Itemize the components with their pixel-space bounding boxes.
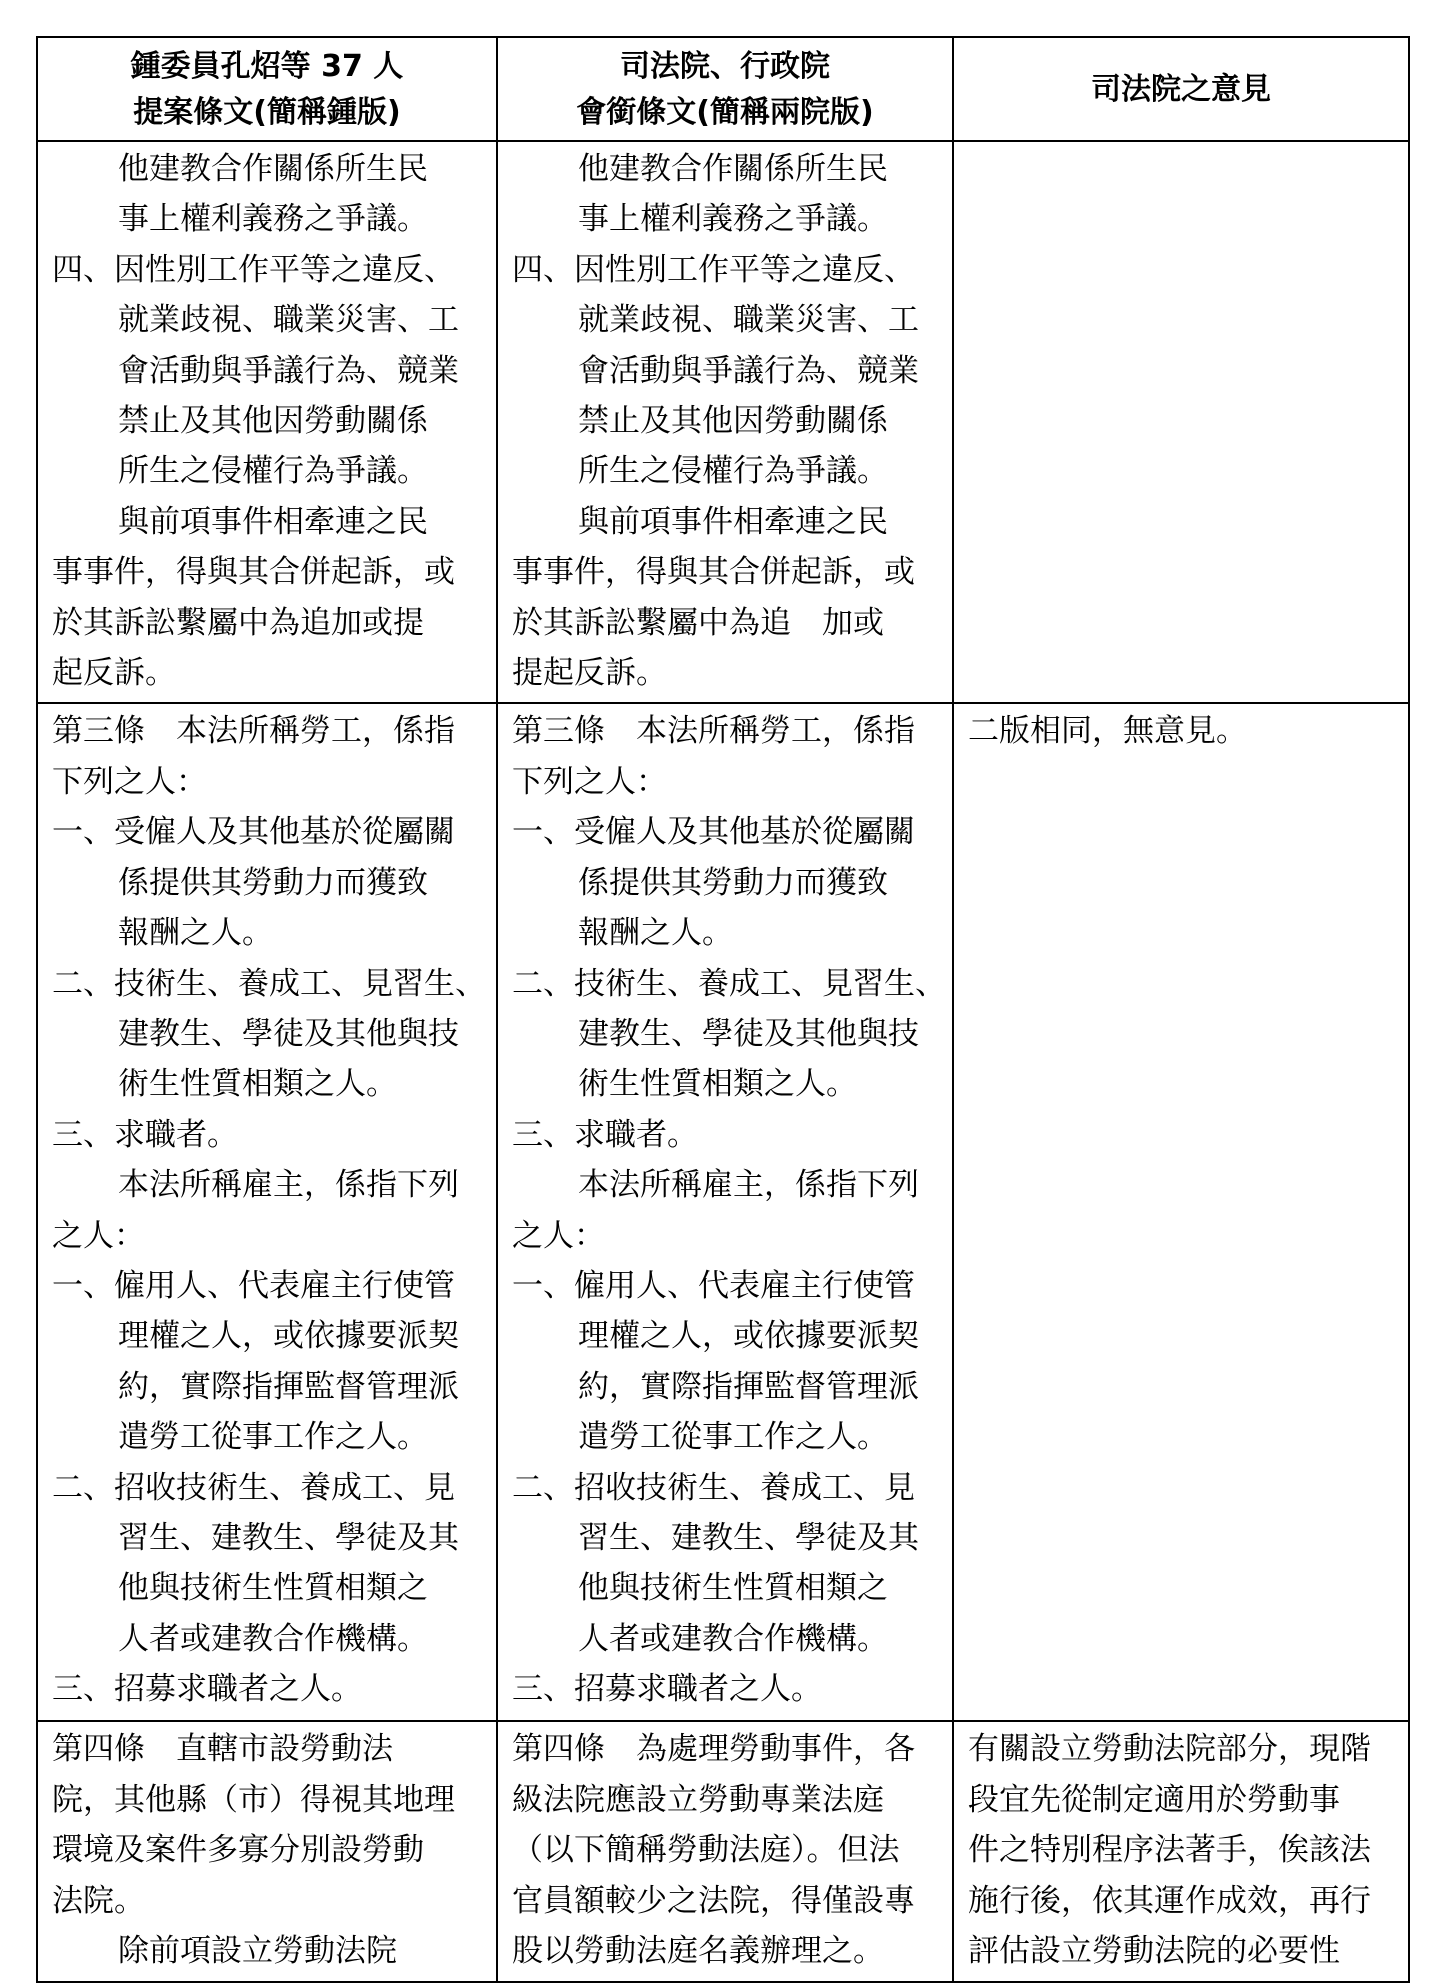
text-line: 習生、建教生、學徒及其 bbox=[578, 1519, 919, 1556]
text-line: 於其訴訟繫屬中為追 加或 bbox=[512, 604, 884, 641]
text-line: 遣勞工從事工作之人。 bbox=[118, 1419, 428, 1456]
text-line: 就業歧視、職業災害、工 bbox=[118, 302, 459, 339]
text-line: 事事件，得與其合併起訴，或 bbox=[52, 554, 455, 591]
text-line: 與前項事件相牽連之民 bbox=[578, 503, 888, 540]
text-line: 人者或建教合作機構。 bbox=[578, 1620, 888, 1657]
cell-two-courts-version bbox=[497, 703, 953, 1721]
text-line: （以下簡稱勞動法庭）。但法 bbox=[512, 1832, 900, 1869]
text-line: 人者或建教合作機構。 bbox=[118, 1620, 428, 1657]
text-line: 與前項事件相牽連之民 bbox=[118, 503, 428, 540]
cell-judicial-opinion bbox=[953, 703, 1409, 1721]
text-line: 第四條 直轄市設勞動法 bbox=[52, 1731, 393, 1768]
table-row bbox=[37, 141, 1409, 703]
text-line: 之人： bbox=[52, 1217, 145, 1254]
text-line: 評估設立勞動法院的必要性 bbox=[968, 1933, 1340, 1970]
header-line: 會銜條文(簡稱兩院版) bbox=[576, 95, 874, 130]
cell-zhong-version bbox=[37, 1721, 497, 1981]
text-line: 建教生、學徒及其他與技 bbox=[118, 1015, 459, 1052]
text-line: 第三條 本法所稱勞工，係指 bbox=[52, 713, 455, 750]
text-line: 第三條 本法所稱勞工，係指 bbox=[512, 713, 915, 750]
header-line: 提案條文(簡稱鍾版) bbox=[133, 95, 401, 130]
text-line: 報酬之人。 bbox=[118, 915, 273, 952]
text-line: 會活動與爭議行為、競業 bbox=[118, 352, 459, 389]
text-line: 三、招募求職者之人。 bbox=[52, 1671, 362, 1708]
text-line: 法院。 bbox=[52, 1882, 145, 1919]
cell-judicial-opinion bbox=[953, 1721, 1409, 1981]
cell-zhong-version bbox=[37, 141, 497, 703]
text-line: 三、求職者。 bbox=[512, 1116, 698, 1153]
text-line: 二、招收技術生、養成工、見 bbox=[512, 1469, 915, 1506]
text-line: 環境及案件多寡分別設勞動 bbox=[52, 1832, 424, 1869]
text-line: 所生之侵權行為爭議。 bbox=[578, 453, 888, 490]
header-line: 鍾委員孔炤等 37 人 bbox=[130, 49, 404, 84]
text-line: 他與技術生性質相類之 bbox=[118, 1570, 428, 1607]
text-line: 事上權利義務之爭議。 bbox=[578, 201, 888, 238]
text-line: 所生之侵權行為爭議。 bbox=[118, 453, 428, 490]
text-line: 下列之人： bbox=[512, 763, 667, 800]
text-line: 事上權利義務之爭議。 bbox=[118, 201, 428, 238]
text-line: 件之特別程序法著手，俟該法 bbox=[968, 1832, 1371, 1869]
text-line: 一、僱用人、代表雇主行使管 bbox=[52, 1267, 455, 1304]
text-line: 施行後，依其運作成效，再行 bbox=[968, 1882, 1371, 1919]
header-judicial-opinion bbox=[953, 37, 1409, 141]
text-line: 會活動與爭議行為、競業 bbox=[578, 352, 919, 389]
text-line: 他建教合作關係所生民 bbox=[118, 151, 428, 187]
text-line: 係提供其勞動力而獲致 bbox=[578, 864, 888, 901]
text-line: 股以勞動法庭名義辦理之。 bbox=[512, 1933, 884, 1970]
text-line: 一、受僱人及其他基於從屬關 bbox=[52, 814, 455, 851]
header-line: 司法院、行政院 bbox=[620, 49, 830, 84]
cell-two-courts-version bbox=[497, 1721, 953, 1981]
text-line: 之人： bbox=[512, 1217, 605, 1254]
text-line: 約，實際指揮監督管理派 bbox=[118, 1368, 459, 1405]
text-line: 下列之人： bbox=[52, 763, 207, 800]
header-two-courts-version bbox=[497, 37, 953, 141]
text-line: 三、招募求職者之人。 bbox=[512, 1671, 822, 1708]
table-row bbox=[37, 1721, 1409, 1981]
text-line: 二、招收技術生、養成工、見 bbox=[52, 1469, 455, 1506]
text-line: 禁止及其他因勞動關係 bbox=[118, 403, 428, 440]
text-line: 級法院應設立勞動專業法庭 bbox=[512, 1781, 884, 1818]
text-line: 二、技術生、養成工、見習生、 bbox=[52, 965, 486, 1002]
text-line: 建教生、學徒及其他與技 bbox=[578, 1015, 919, 1052]
text-line: 於其訴訟繫屬中為追加或提 bbox=[52, 604, 424, 641]
text-line: 起反訴。 bbox=[52, 655, 176, 692]
text-line: 除前項設立勞動法院 bbox=[118, 1933, 397, 1970]
cell-judicial-opinion bbox=[953, 141, 1409, 703]
text-line: 一、僱用人、代表雇主行使管 bbox=[512, 1267, 915, 1304]
text-line: 二、技術生、養成工、見習生、 bbox=[512, 965, 946, 1002]
text-line: 本法所稱雇主，係指下列 bbox=[118, 1167, 459, 1204]
text-line: 他與技術生性質相類之 bbox=[578, 1570, 888, 1607]
text-line: 四、因性別工作平等之違反、 bbox=[512, 251, 915, 288]
text-line: 約，實際指揮監督管理派 bbox=[578, 1368, 919, 1405]
text-line: 二版相同，無意見。 bbox=[968, 713, 1247, 750]
text-line: 事事件，得與其合併起訴，或 bbox=[512, 554, 915, 591]
text-line: 官員額較少之法院，得僅設專 bbox=[512, 1882, 915, 1919]
comparison-table bbox=[36, 36, 1410, 1983]
cell-zhong-version bbox=[37, 703, 497, 1721]
header-row bbox=[37, 37, 1409, 141]
text-line: 習生、建教生、學徒及其 bbox=[118, 1519, 459, 1556]
header-zhong-version bbox=[37, 37, 497, 141]
text-line: 他建教合作關係所生民 bbox=[578, 151, 888, 187]
table-row bbox=[37, 703, 1409, 1721]
text-line: 理權之人，或依據要派契 bbox=[578, 1318, 919, 1355]
text-line: 就業歧視、職業災害、工 bbox=[578, 302, 919, 339]
text-line: 理權之人，或依據要派契 bbox=[118, 1318, 459, 1355]
text-line: 禁止及其他因勞動關係 bbox=[578, 403, 888, 440]
text-line: 四、因性別工作平等之違反、 bbox=[52, 251, 455, 288]
text-line: 一、受僱人及其他基於從屬關 bbox=[512, 814, 915, 851]
text-line: 遣勞工從事工作之人。 bbox=[578, 1419, 888, 1456]
text-line: 院，其他縣（市）得視其地理 bbox=[52, 1781, 455, 1818]
text-line: 報酬之人。 bbox=[578, 915, 733, 952]
text-line: 術生性質相類之人。 bbox=[118, 1066, 397, 1103]
text-line: 第四條 為處理勞動事件，各 bbox=[512, 1731, 915, 1768]
text-line: 三、求職者。 bbox=[52, 1116, 238, 1153]
text-line: 段宜先從制定適用於勞動事 bbox=[968, 1781, 1340, 1818]
text-line: 提起反訴。 bbox=[512, 655, 667, 692]
text-line: 有關設立勞動法院部分，現階 bbox=[968, 1731, 1371, 1768]
text-line: 本法所稱雇主，係指下列 bbox=[578, 1167, 919, 1204]
cell-two-courts-version bbox=[497, 141, 953, 703]
text-line: 係提供其勞動力而獲致 bbox=[118, 864, 428, 901]
header-line: 司法院之意見 bbox=[1091, 72, 1271, 107]
comparison-page bbox=[36, 36, 1408, 1983]
text-line: 術生性質相類之人。 bbox=[578, 1066, 857, 1103]
